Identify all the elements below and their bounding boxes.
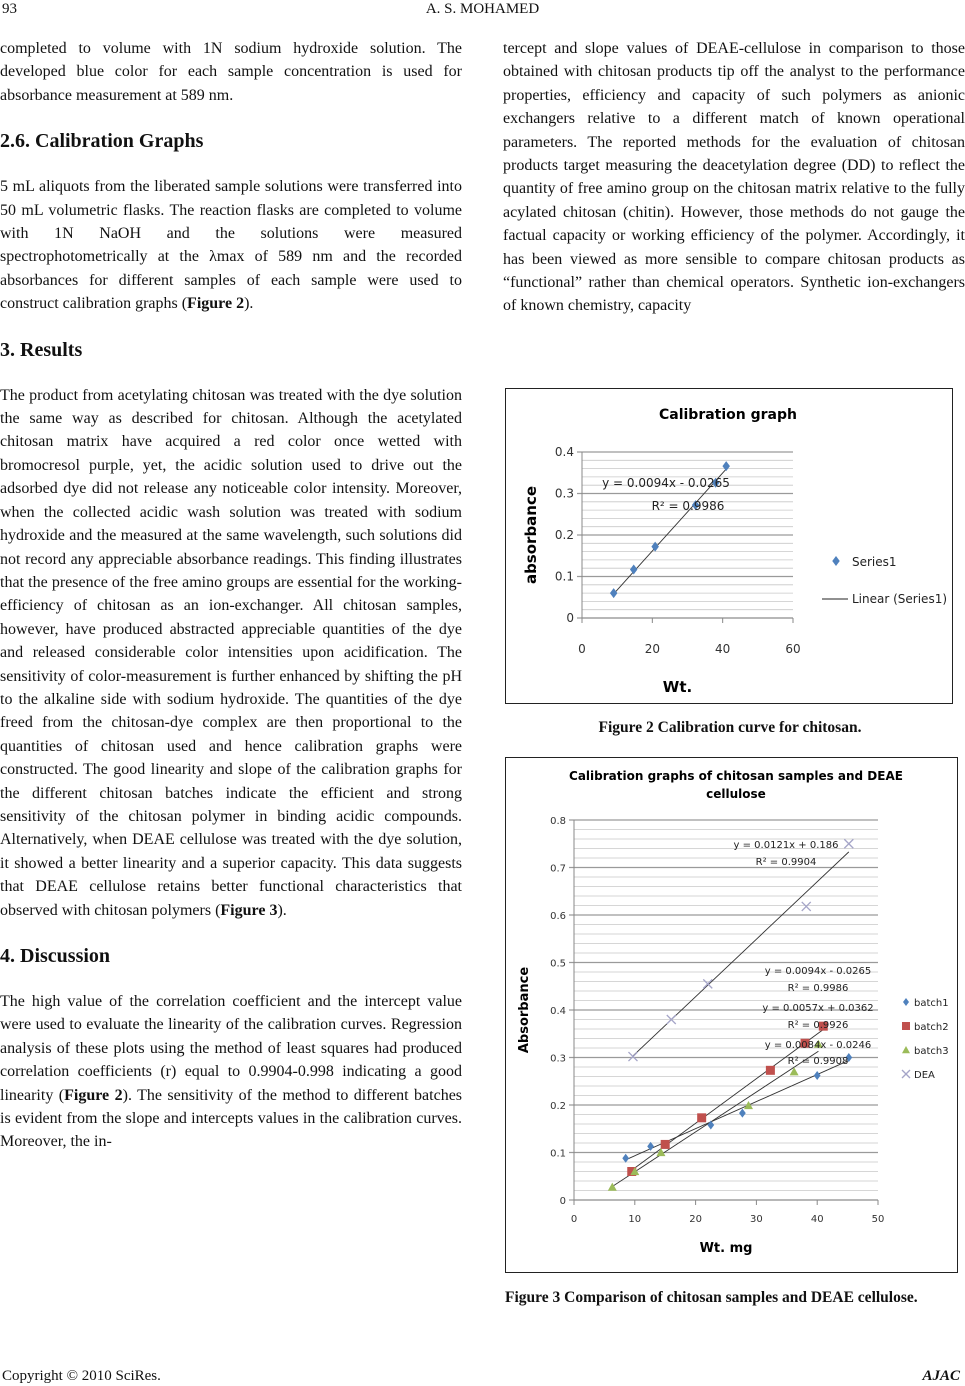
paragraph-intro: completed to volume with 1N sodium hydroxide solution. The developed blue color for each sample concentration is used for absorbance measurement at 589 nm.	[0, 40, 462, 104]
figure-3-caption: Figure 3 Comparison of chitosan samples and DEAE cellulose.	[505, 1289, 918, 1306]
y-tick-label: 0.5	[550, 958, 566, 970]
data-point	[608, 1183, 617, 1191]
data-point	[697, 1113, 706, 1122]
legend-marker-Series1	[832, 556, 840, 566]
trendline-equation-batch2: y = 0.0094x - 0.0265	[764, 966, 872, 977]
x-tick-label: 30	[750, 1214, 763, 1225]
data-point	[610, 588, 618, 598]
y-axis-label: absorbance	[522, 485, 540, 585]
legend-label: Linear (Series1)	[852, 592, 948, 606]
legend-label: DEA	[914, 1070, 935, 1081]
comparison-chart	[506, 758, 957, 1272]
journal-name: AJAC	[922, 1368, 960, 1384]
x-axis-label: Wt.	[662, 678, 693, 696]
chart-title: Calibration graphs of chitosan samples and DEAE	[569, 769, 903, 783]
x-tick-label: 0	[578, 642, 586, 656]
y-tick-label: 0.3	[550, 1053, 566, 1065]
y-tick-label: 0.2	[554, 528, 574, 542]
data-point	[707, 1120, 714, 1129]
data-point	[628, 1052, 637, 1061]
data-point	[622, 1154, 629, 1163]
trendline-batch3	[612, 1051, 818, 1186]
paragraph-continued: tercept and slope values of DEAE-cellulose in comparison to those obtained with chitosan products tip off the analyst to the performance properties, efficiency and capacity of such polymers as anionic exchangers relative to a different match of known operational parameters. The reported methods for the evaluation of chitosan products target measuring the deacetylation degree (DD) to reflect the quantity of free amino group on the chitosan matrix relative to the fully acylated chitosan (chitin). However, those methods do not gauge the factual capacity or working efficiency of the polymer. Accordingly, it has been viewed as more sensible to compare chitosan products as “functional” rather than chemical operators. Synthetic ion-exchangers of known chemistry, capacity	[503, 40, 965, 315]
legend-label: Series1	[852, 555, 897, 569]
trendline-r2-batch3: R² = 0.9908	[787, 1056, 849, 1067]
page-number: 93	[2, 1, 17, 17]
paragraph-text: ). The sensitivity of the method to different batches is evident from the slope and intercepts values in the calibration curves. Moreover, the in-	[0, 1086, 463, 1151]
figure-2-caption: Figure 2 Calibration curve for chitosan.	[598, 719, 862, 736]
data-point	[739, 1109, 746, 1118]
paragraph-text: The product from acetylating chitosan was treated with the dye solution the same way as described for chitosan. Although the acetylated chitosan matrix have acquired a red color once wetted with bromocresol purple, yet, the acidic solution used to drive out the adsorbed dye did not release any noticeable color intensity. Moreover, when the collected acidic wash solution was treated with sodium hydroxide and the measured at the same wavelength, such solutions did not record any appreciable absorbance readings. This finding illustrates that the presence of the free amino groups are essential for the working-efficiency of chitosan as an ion-exchanger. All chitosan samples, however, have produced abstracted appreciable quantities of the dye and released considerable color intensities upon acidification. The sensitivity of color-measurement is further enhanced by shifting the pH to the alkaline side with sodium hydroxide. The quantities of the dye freed from the chitosan-dye complex are then proportional to the quantities of chitosan used and hence calibration graphs were constructed. The good linearity and slope of the calibration graphs for the different chitosan batches indicate the efficient and strong sensitivity of the chitosan polymer in binding acidic compounds. Alternatively, when DEAE cellulose was treated with the dye solution, it showed a better linearity and a superior capacity. This data suggests that DEAE cellulose retains better functional characteristics that observed with chitosan polymers (	[0, 386, 462, 919]
y-tick-label: 0.8	[550, 816, 566, 827]
data-point	[703, 979, 712, 988]
data-point	[722, 461, 730, 471]
chart-title: Calibration graph	[658, 407, 798, 423]
running-header	[0, 0, 965, 22]
data-point	[766, 1066, 775, 1075]
data-point	[661, 1140, 670, 1149]
data-point	[630, 564, 638, 574]
x-tick-label: 60	[785, 642, 801, 656]
legend-marker-batch1	[903, 998, 909, 1006]
y-tick-label: 0.1	[554, 569, 574, 584]
legend-marker-batch3	[902, 1046, 910, 1053]
trendline-r2-batch1: R² = 0.9926	[787, 1020, 849, 1031]
x-tick-label: 20	[644, 642, 660, 656]
paragraph-text: ).	[244, 295, 254, 313]
trendline-equation: y = 0.0094x - 0.0265	[602, 476, 730, 490]
data-point	[790, 1067, 799, 1075]
right-column	[503, 37, 965, 318]
left-column	[0, 37, 462, 1154]
y-tick-label: 0.6	[550, 911, 566, 922]
legend-marker-DEA	[902, 1070, 910, 1078]
chart-title-line2: cellulose	[706, 787, 766, 801]
paragraph-calibration	[0, 175, 462, 315]
y-axis-label: Absorbance	[517, 966, 532, 1054]
x-tick-label: 0	[570, 1214, 578, 1225]
chart-legend	[902, 998, 949, 1081]
paragraph-text: ).	[277, 901, 287, 919]
trendline-r2-batch2: R² = 0.9986	[787, 983, 849, 994]
section-heading-2-6: 2.6. Calibration Graphs	[0, 130, 204, 153]
paragraph-results	[0, 384, 462, 922]
section-heading-discussion: 4. Discussion	[0, 945, 111, 967]
figure-3	[505, 757, 958, 1273]
y-tick-label: 0.4	[550, 1006, 566, 1017]
paragraph-text: 5 mL aliquots from the liberated sample solutions were transferred into 50 mL volumetric flasks. The reaction flasks are completed to volume with 1N NaOH and the solutions were measured spectrophotometrically at the λmax of 589 nm and the recorded absorbances for different samples of each sample were used to construct calibration graphs (	[0, 178, 462, 313]
y-tick-label: 0	[566, 611, 574, 625]
x-tick-label: 40	[715, 642, 731, 656]
section-heading-results: 3. Results	[0, 338, 83, 361]
y-tick-label: 0.1	[550, 1148, 566, 1160]
legend-label: batch1	[914, 998, 949, 1009]
copyright: Copyright © 2010 SciRes.	[2, 1368, 161, 1384]
y-tick-label: 0.3	[554, 486, 574, 501]
trendline-r2: R² = 0.9986	[651, 499, 725, 513]
x-tick-label: 50	[871, 1214, 885, 1225]
y-tick-label: 0.2	[550, 1101, 566, 1112]
legend-label: batch3	[914, 1046, 949, 1057]
figure-3-reference[interactable]: Figure 3	[220, 901, 278, 919]
figure-2	[505, 388, 953, 704]
trendline-equation-batch1: y = 0.0057x + 0.0362	[762, 1003, 874, 1014]
legend-label: batch2	[914, 1022, 949, 1033]
paragraph-discussion	[0, 990, 462, 1154]
data-point	[802, 902, 811, 911]
trendline-equation-DEA: y = 0.0121x + 0.186	[733, 840, 839, 851]
data-point	[844, 839, 853, 848]
y-tick-label: 0	[559, 1196, 566, 1207]
x-tick-label: 40	[810, 1214, 824, 1225]
x-tick-label: 20	[689, 1214, 702, 1225]
trendline-equation-batch3: y = 0.0084x - 0.0246	[764, 1040, 872, 1051]
calibration-chart	[506, 389, 952, 703]
y-tick-label: 0.7	[550, 863, 566, 875]
y-tick-label: 0.4	[554, 445, 574, 459]
running-author: A. S. MOHAMED	[425, 1, 540, 17]
trendline-r2-DEA: R² = 0.9904	[755, 857, 817, 868]
paragraph-text: The high value of the correlation coefficient and the intercept value were used to evaluate the linearity of the calibration curves. Regression analysis of these plots using the method of least squares had produced correlation coefficients (r) equal to 0.9904-0.998 indicating a good linearity (	[0, 993, 462, 1104]
chart-legend	[822, 555, 947, 606]
data-point	[814, 1071, 821, 1080]
figure-2-reference[interactable]: Figure 2	[64, 1086, 123, 1104]
x-tick-label: 10	[628, 1214, 642, 1225]
figure-2-reference[interactable]: Figure 2	[187, 295, 245, 313]
x-axis-label: Wt. mg	[699, 1241, 753, 1256]
legend-marker-batch2	[902, 1022, 910, 1030]
